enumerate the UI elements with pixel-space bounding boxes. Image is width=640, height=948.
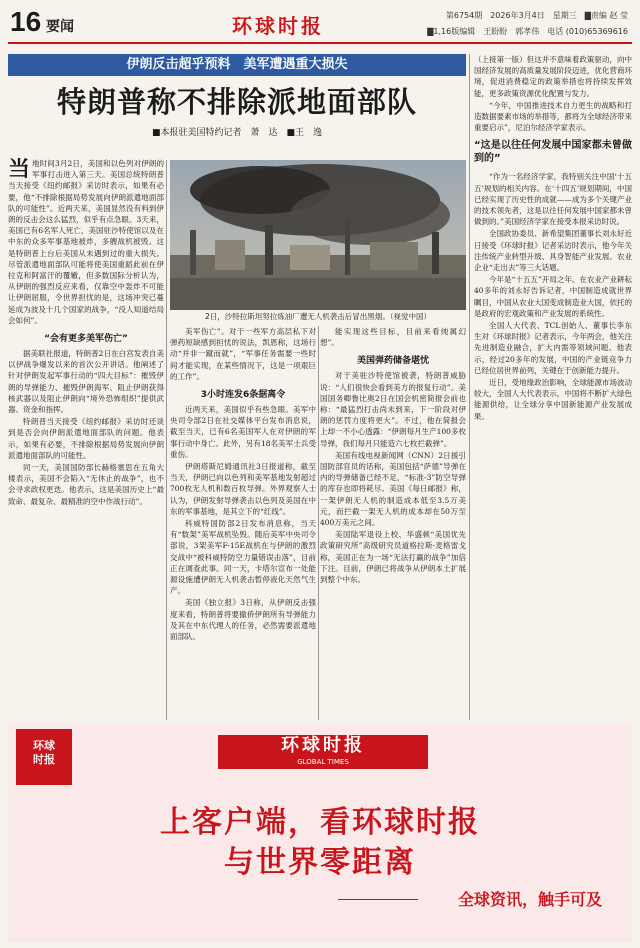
editor-line: ▇1,16版编辑 王盼盼 郭孝伟 电话 (010)65369616 xyxy=(427,27,628,36)
banner-logo xyxy=(218,735,428,769)
app-icon-text: 时报 xyxy=(33,753,55,766)
paragraph: “作为一名经济学家，我特别关注中国‘十五五’规划的相关内容。在‘十四五’规划期间，中国已经实现了历史性的成就——成为多个关键产业的技术领先者，这是以往任何发展中国家都未曾做到的。”美国经济学家在接受本报采访时说。 xyxy=(474,172,632,227)
header-rule xyxy=(8,42,632,44)
paragraph: 美国陆军退役上校、华盛顿“美国优先政策研究所”高级研究员道格拉斯·麦格雷戈称，美国正在为一场“无法打赢的战争”加倍下注。目前，伊朗已将战争从伊朗本土扩展到整个中东。 xyxy=(320,530,466,585)
paragraph: 今年是“十五五”开局之年。在农业产业耕耘40多年的刘永好告诉记者，中国制造成就世界瞩目，中国从农业大国变成制造业大国，依托的是政府的宏观政策和产业发展的系统性。 xyxy=(474,275,632,318)
paragraph: 美国有线电视新闻网（CNN）2日援引国防部官员的话称，美国包括“萨德”导弹在内的导弹储备已经不足，“标准-3”防空导弹的库存也即将耗尽。美国《每日邮报》称，一架伊朗无人机的制造成本低至3.5万美元，而拦截一架无人机的成本却在50万至400万美元之间。 xyxy=(320,450,466,528)
paragraph: 全国政协委员、新希望集团董事长刘永好近日接受《环球时报》记者采访时表示，他今年关注传统产业转型升级、具身智能产业发展、农业企业“走出去”等三大话题。 xyxy=(474,229,632,273)
paragraph: 美军伤亡”。对于一些军方高层私下对弹药短缺感到担忧的说法，凯恩称，这场行动“并非一蹴而就”，“军事任务需要一些时间才能实现，在某些情况下，这是一项艰巨的工作”。 xyxy=(170,327,316,381)
app-icon-text: 环球 xyxy=(33,739,55,752)
page-number: 16 xyxy=(10,6,42,37)
headline-block xyxy=(8,54,466,156)
byline: ■本报驻美国特约记者 萧 达 ■王 逸 xyxy=(151,128,322,138)
issue-line: 第6754期 2026年3月4日 星期三 ▇责编 赵 莹 xyxy=(445,11,628,20)
article-column-4 xyxy=(474,54,632,720)
paragraph: 特朗普当天接受《纽约邮报》采访时还谈到是否会向伊朗派遣地面部队的问题。他表示，如果有必要，不排除根据局势发展向伊朗派遣地面部队的可能性。 xyxy=(8,417,164,460)
paragraph: 同一天，美国国防部长赫格塞思在五角大楼表示，美国不会陷入“无休止的战争”，也不会寻求政权更迭。他表示，这是美国历史上“最致命、最复杂、最精准的空中作战行动”。 xyxy=(8,463,164,506)
paragraph: 能实现这些目标，目前来看纯属幻想”。 xyxy=(320,327,466,348)
section-name: 要闻 xyxy=(46,19,74,35)
paragraph: 据美联社报道，特朗普2日在白宫发表自美以伊战争爆发以来的首次公开讲话。他阐述了针对伊朗发起军事行动的“四大目标”：摧毁伊朗的导弹能力、摧毁伊朗海军、阻止伊朗获得核武器以及阻止伊朗向“境外恐怖组织”提供武器、资金和指挥。 xyxy=(8,349,164,415)
article-column-1 xyxy=(8,158,164,720)
banner-line-1: 上客户端，看环球时报 xyxy=(160,805,480,840)
subhead: 3小时连发6条据离令 xyxy=(200,390,286,401)
subhead: “会有更多美军伤亡” xyxy=(44,334,128,345)
banner-logo-cn: 环球时报 xyxy=(281,735,365,756)
article-column-3 xyxy=(320,326,466,720)
column-divider xyxy=(166,160,167,720)
photo-caption: 2日，沙特拉斯坦努拉炼油厂遭无人机袭击后冒出黑烟。（视觉中国） xyxy=(204,312,432,321)
column-divider xyxy=(318,326,319,720)
kicker: 伊朗反击超乎预料 美军遭遇重大损失 xyxy=(8,54,466,76)
banner-line-2: 与世界零距离 xyxy=(224,845,416,880)
subhead: “这是以往任何发展中国家都未曾做到的” xyxy=(474,140,632,165)
paragraph: 伊朗塔斯尼姆通讯社3日报道称，截至当天，伊朗已向以色列和美军基地发射超过700枚无人机和数百枚导弹。外界观察人士认为，伊朗发射导弹袭击以色列及美国在中东的军事基地，是其立下的“红线”。 xyxy=(170,462,316,516)
column-divider xyxy=(469,54,470,720)
paragraph: （上接第一版）但这并不意味着政策驱动，向中国经济发展的高质量发展阶段迈进，优化营商环境，促进消费稳定的政策举措也将持续发挥效能，更多政策资源优化配置与发力。 xyxy=(474,55,632,98)
paragraph: “今年，中国推进技术自力更生的战略和打造数据要素市场的举措等，都将为全球经济带来重要启示”，尼泊尔经济学家表示。 xyxy=(474,100,632,133)
paragraph: 近两天来，美国似乎有些急眼。美军中央司令部2日在社交媒体平台发布消息说，截至当天，已有6名美国军人在对伊朗的军事行动中身亡。此外，另有18名美军士兵受重伤。 xyxy=(170,405,316,459)
article-column-2 xyxy=(170,326,316,720)
news-photo xyxy=(170,160,466,310)
paragraph: 地时间3月2日，美国和以色列对伊朗的军事打击进入第三天。美国总统特朗普当天接受《纽约邮报》采访时表示，如果有必要，他“不排除根据局势发展向伊朗派遣地面部队的可能性”。近两天来，美国显然没有料到伊朗的反击会这么猛烈，似乎有点急眼。3天来，美国已有6名军人死亡，美国驻沙特使馆以及在中东的众多军事基地被炸，多艘战机被毁。这是特朗普上台后美国从未遇到过的重大损失。尽管派遣地面部队可能将使美国重蹈此前在伊拉克和阿富汗的覆辙，但多数国际分析认为，从伊朗的强烈反应来看，仅靠空中轰炸不可能让伊朗屈服，令世界担忧的是，这场冲突已蔓延成为波及十几个国家的战争，“没人知道结局会如何”。 xyxy=(8,159,164,325)
app-promo-banner[interactable] xyxy=(8,723,632,942)
paragraph: 近日，受地缘政治影响，全球能源市场波动较大，全国人大代表表示，中国将不断扩大绿色能源供给，让全球分享中国新能源产业发展成果。 xyxy=(474,378,632,421)
banner-slogan: 全球资讯，触手可及 xyxy=(457,890,602,909)
paragraph: 科威特国防部2日发布消息称，当天有“数架”美军战机坠毁。随后美军中央司令部说，3架美军F-15E战机在与伊朗的激烈交战中“被科威特防空力量错误击落”，目前正在调查此事。同一天，卡塔尔宣布一处能源设施遭伊朗无人机袭击暂停液化天然气生产。 xyxy=(170,519,316,596)
refinery-smoke-image xyxy=(170,160,466,310)
paragraph: 对于美驻沙特使馆被袭，特朗普威胁说：“人们很快会看到美方的报复行动”。美国国务卿鲁比奥2日在国会机密简报会前也称：“最猛烈打击尚未到来，下一阶段对伊朗的惩罚力度将更大”。不过，他在简报会上却一不小心透露：“伊朗每月生产100多枚导弹，我们每月只能造六七枚拦截弹”。 xyxy=(320,371,466,448)
headline: 特朗普称不排除派地面部队 xyxy=(56,85,417,119)
banner-logo-en: GLOBAL TIMES xyxy=(297,758,349,766)
page-header xyxy=(8,6,632,42)
paragraph: 全国人大代表、TCL创始人、董事长李东生对《环球时报》记者表示，今年两会，他关注先进制造业融合，扩大内需等领域问题。他表示，经过20多年的发展，中国的产业链竞争力已经位居世界前列，关键在于创新能力提升。 xyxy=(474,321,632,375)
dropcap: 当 xyxy=(8,158,31,182)
slogan-rule xyxy=(338,899,418,900)
paragraph: 美国《独立报》3日称，从伊朗反击强度来看，特朗普将要撤侨伊朗所有导弹能力及其在中东代理人的任务，必然需要派遣地面部队。 xyxy=(170,598,316,642)
masthead-logo: 环球时报 xyxy=(232,14,324,38)
app-icon xyxy=(16,729,72,785)
subhead: 美国弹药储备堪忧 xyxy=(356,356,429,367)
